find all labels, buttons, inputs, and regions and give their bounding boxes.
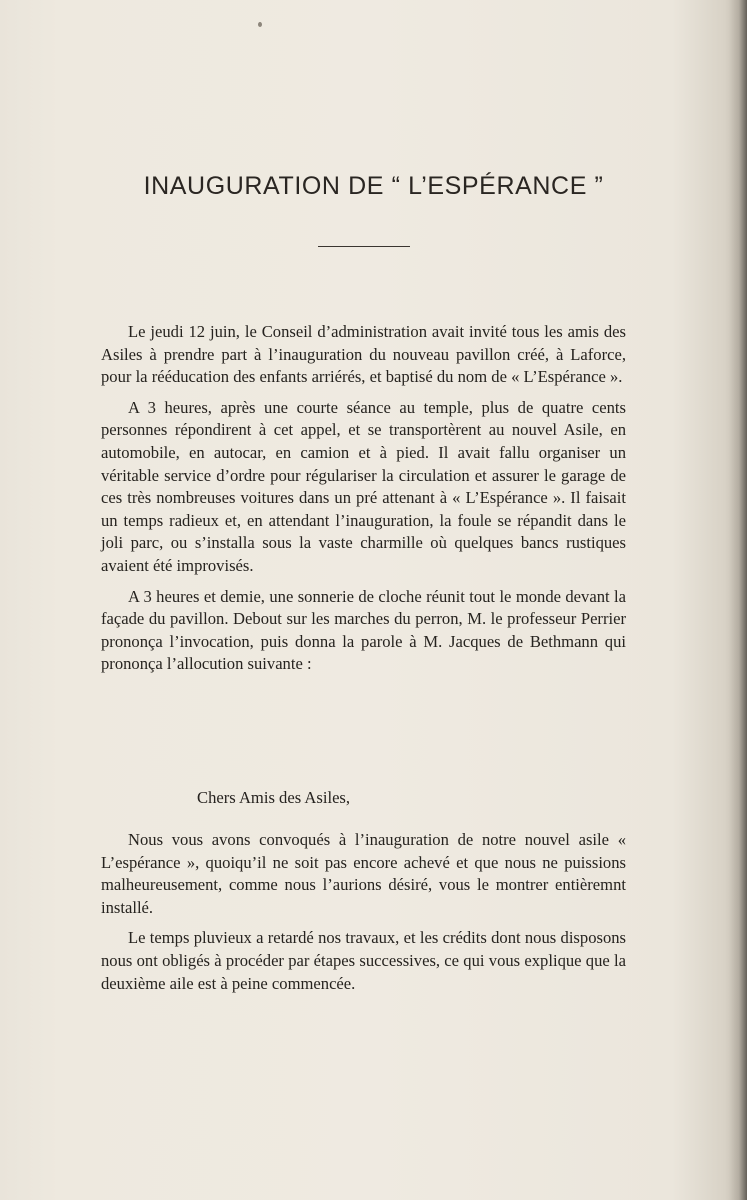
paragraph: Le jeudi 12 juin, le Conseil d’administration avait invité tous les amis des Asiles à prendre part à l’inauguration du nouveau pavillon créé, à Laforce, pour la rééducation des enfants arriérés, et baptisé du nom de « L’Espérance ».: [101, 322, 626, 387]
title-divider: [318, 246, 410, 247]
intro-text: [101, 321, 626, 676]
speech-paragraph: Le temps pluvieux a retardé nos travaux, et les crédits dont nous disposons nous ont obligés à procéder par étapes successives, ce qui vous explique que la deuxième aile est à peine commencée.: [101, 928, 626, 993]
paragraph: A 3 heures, après une courte séance au temple, plus de quatre cents personnes répondirent à cet appel, et se transportèrent au nouvel Asile, en automobile, en autocar, en camion et à pied. Il avait fallu organiser un véritable service d’ordre pour régulariser la circulation et assurer le garage de ces très nombreuses voitures dans un pré attenant à « L’Espérance ». Il faisait un temps radieux et, en attendant l’inauguration, la foule se répandit dans le joli parc, ou s’installa sous la vaste charmille où quelques bancs rustiques avaient été improvisés.: [101, 397, 626, 575]
speech-paragraph: Nous vous avons convoqués à l’inauguration de notre nouvel asile « L’espérance », quoiqu’il ne soit pas encore achevé et que nous ne puissions malheureusement, comme nous l’aurions désiré, vous le montrer entièremnt installé.: [101, 830, 626, 917]
speech-salutation: Chers Amis des Asiles,: [197, 788, 351, 807]
speech-text: [101, 829, 626, 995]
paragraph: A 3 heures et demie, une sonnerie de cloche réunit tout le monde devant la façade du pavillon. Debout sur les marches du perron, M. le professeur Perrier prononça l’invocation, puis donna la parole à M. Jacques de Bethmann qui prononça l’allocution suivante :: [101, 586, 626, 674]
page-title: INAUGURATION DE “ L’ESPÉRANCE ”: [143, 172, 604, 200]
page-edge-shadow: [729, 0, 747, 1200]
ink-speck: [258, 22, 262, 27]
